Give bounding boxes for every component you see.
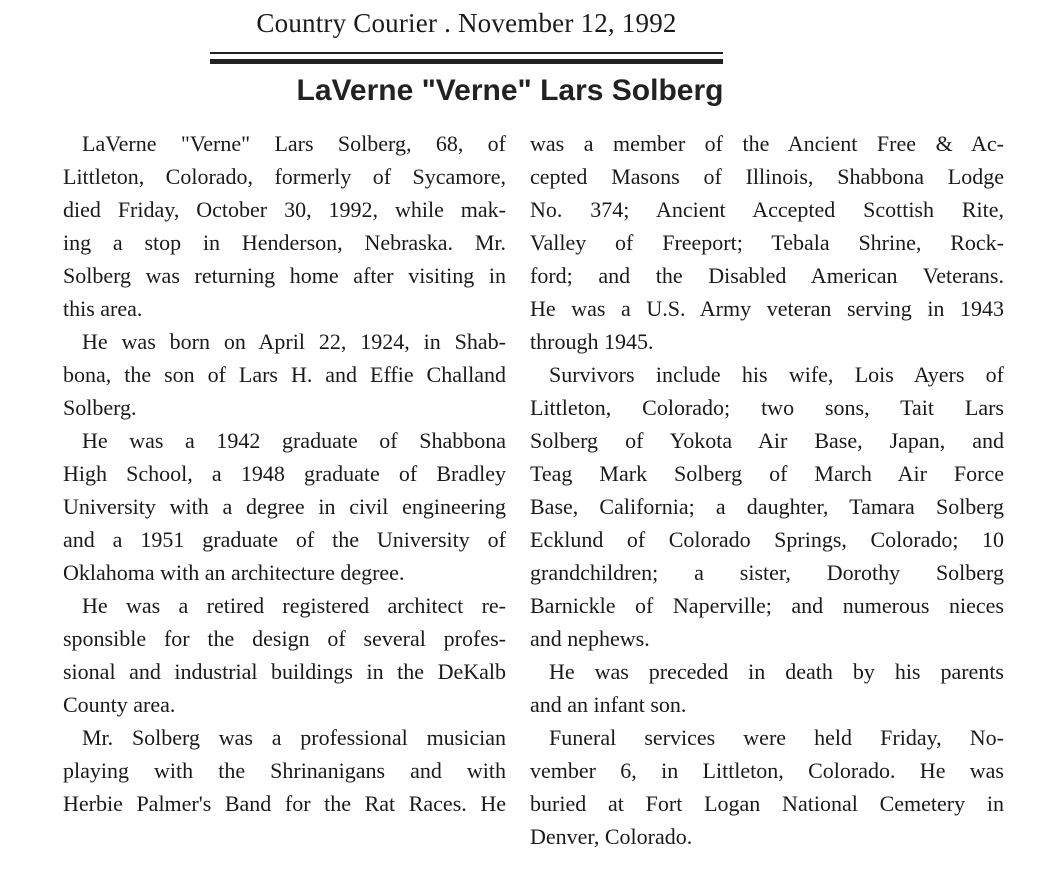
article-text-line: ing a stop in Henderson, Nebraska. Mr. (63, 230, 506, 255)
article-text-line: Mr. Solberg was a professional musician (82, 725, 506, 750)
article-text-line: sponsible for the design of several profes- (63, 626, 506, 651)
article-text-line: cepted Masons of Illinois, Shabbona Lodge (530, 164, 1004, 189)
article-text-line: Barnickle of Naperville; and numerous nieces (530, 593, 1004, 618)
article-text-line: ford; and the Disabled American Veterans. (530, 263, 1004, 288)
article-text-line: He was a U.S. Army veteran serving in 1943 (530, 296, 1004, 321)
article-text-line: County area. (63, 692, 176, 717)
article-text-line: Ecklund of Colorado Springs, Colorado; 10 (530, 527, 1004, 552)
article-text-line: Valley of Freeport; Tebala Shrine, Rock- (530, 230, 1004, 255)
article-text-line: He was a 1942 graduate of Shabbona (82, 428, 506, 453)
article-text-line: grandchildren; a sister, Dorothy Solberg (530, 560, 1004, 585)
article-text-line: and a 1951 graduate of the University of (63, 527, 506, 552)
article-text-line: Funeral services were held Friday, No- (549, 725, 1004, 750)
article-text-line: Herbie Palmer's Band for the Rat Races. He (63, 791, 506, 816)
article-text-line: buried at Fort Logan National Cemetery in (530, 791, 1004, 816)
masthead-rule-thick (210, 59, 723, 64)
article-text-line: and an infant son. (530, 692, 687, 717)
headline: LaVerne "Verne" Lars Solberg (296, 74, 724, 107)
article-text-line: died Friday, October 30, 1992, while mak- (63, 197, 506, 222)
article-text-line: through 1945. (530, 329, 654, 354)
article-text-line: was a member of the Ancient Free & Ac- (530, 131, 1004, 156)
article-text-line: He was born on April 22, 1924, in Shab- (82, 329, 506, 354)
article-text-line: Solberg was returning home after visiting in (63, 263, 506, 288)
article-column-right (530, 127, 1004, 853)
article-text-line: Solberg. (63, 395, 137, 420)
article-text-line: Littleton, Colorado, formerly of Sycamore, (63, 164, 506, 189)
article-text-line: Denver, Colorado. (530, 824, 693, 849)
article-text-line: Survivors include his wife, Lois Ayers of (549, 362, 1004, 387)
article-text-line: Oklahoma with an architecture degree. (63, 560, 405, 585)
masthead-rule-thin (210, 52, 723, 54)
article-text-line: High School, a 1948 graduate of Bradley (63, 461, 506, 486)
article-text-line: Base, California; a daughter, Tamara Solberg (530, 494, 1004, 519)
article-text-line: Solberg of Yokota Air Base, Japan, and (530, 428, 1004, 453)
article-text-line: vember 6, in Littleton, Colorado. He was (530, 758, 1004, 783)
article-text-line: He was a retired registered architect re- (82, 593, 506, 618)
article-text-line: No. 374; Ancient Accepted Scottish Rite, (530, 197, 1004, 222)
article-text-line: bona, the son of Lars H. and Effie Challand (63, 362, 506, 387)
article-text-line: this area. (63, 296, 143, 321)
article-column-left (63, 127, 506, 820)
article-text-line: Littleton, Colorado; two sons, Tait Lars (530, 395, 1004, 420)
article-text-line: LaVerne "Verne" Lars Solberg, 68, of (82, 131, 506, 156)
article-text-line: He was preceded in death by his parents (549, 659, 1004, 684)
masthead: Country Courier . November 12, 1992 (256, 8, 677, 38)
article-text-line: playing with the Shrinanigans and with (63, 758, 506, 783)
article-text-line: and nephews. (530, 626, 650, 651)
article-text-line: sional and industrial buildings in the DeKalb (63, 659, 506, 684)
article-text-line: University with a degree in civil engineering (63, 494, 506, 519)
article-text-line: Teag Mark Solberg of March Air Force (530, 461, 1004, 486)
